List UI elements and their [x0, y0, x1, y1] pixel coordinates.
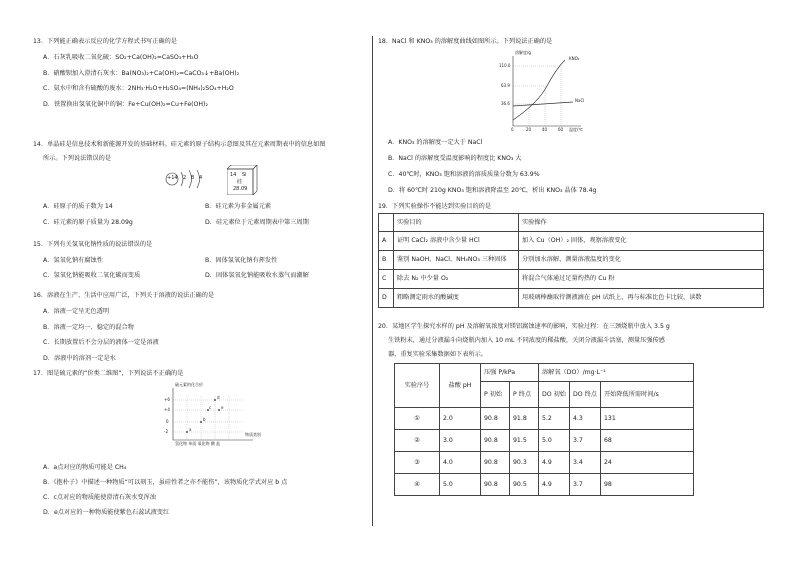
- series-label-nacl: NaCl: [575, 98, 585, 103]
- question-16: [33, 292, 214, 363]
- cell-seq: ②: [395, 430, 440, 452]
- row-purpose: 证明 CaCl₂ 溶液中含少量 HCl: [394, 232, 519, 251]
- option-c: C．氢氧化钠能吸收二氧化碳而变质: [43, 272, 141, 279]
- cell-time: 24: [601, 452, 694, 474]
- option-b: B．硝酸钡加入澄清石灰水：Ba(NO₃)₂+Ca(OH)₂=CaCO₃↓+Ba(OH)₂: [43, 69, 240, 77]
- row-purpose: 鉴别 NaOH、NaCl、NH₄NO₃ 三种固体: [394, 251, 519, 270]
- option-c: C．40℃时，KNO₃ 饱和溶液的溶质质量分数为 63.9%: [388, 171, 540, 178]
- series-label-kno3: KNO₃: [569, 56, 580, 61]
- element-symbol: Si: [242, 172, 247, 178]
- periodic-cell: [227, 165, 253, 191]
- subheader-do-end: DO 终点: [570, 382, 601, 408]
- option-d: D．铁置换出氢氧化铜中的铜：Fe+Cu(OH)₂=Cu+Fe(OH)₂: [43, 101, 208, 108]
- question-stem: 20．某地区学生探究水样的 pH 及溶解氧浓度对镁铝腐蚀速率的影响，实验过程：在三颈烧瓶中放入 3.5 g: [378, 323, 670, 330]
- row-operation: 分别加水溶解，测量溶液温度的变化: [519, 251, 764, 270]
- shell-1: 2: [183, 175, 187, 181]
- solubility-graph: [483, 48, 603, 132]
- ytick: 0: [166, 419, 169, 424]
- option-a: A．KNO₃ 的溶解度一定大于 NaCl: [388, 139, 483, 146]
- option-b: B．溶液一定均一、稳定的混合物: [43, 323, 134, 331]
- row-label: D: [379, 289, 394, 308]
- option-c: C．长期放置后不会分层的液体一定是溶液: [43, 339, 159, 347]
- ytick: 110.0: [499, 63, 511, 68]
- cell-ph: 5.0: [440, 474, 481, 496]
- option-a: A．a点对应的物质可能是 CH₄: [43, 464, 127, 471]
- solubility-xlabel: 温度/℃: [569, 127, 583, 132]
- question-20: [378, 323, 768, 488]
- point-label-d: d: [217, 395, 220, 400]
- subheader-p-end: P 终点: [510, 382, 539, 408]
- cell-do-end: 4.3: [570, 408, 601, 430]
- option-a: A．氢氧化钠有腐蚀性: [43, 257, 103, 264]
- ytick: +6: [164, 397, 170, 402]
- ytick: +4: [164, 407, 170, 412]
- option-a: A．硅原子的质子数为 14: [43, 203, 113, 210]
- cell-do-end: 3.7: [570, 430, 601, 452]
- question-stem: 13．下列能正确表示反应的化学方程式书写正确的是: [33, 38, 177, 45]
- cell-time: 68: [601, 430, 694, 452]
- option-c: C．c点对应的物质能使澄清石灰水变浑浊: [43, 494, 156, 501]
- option-d: D．硅元素位于元素周期表中第三周期: [205, 219, 309, 226]
- header-cell: 实验目的: [394, 214, 519, 232]
- question-13: [33, 38, 239, 109]
- ytick: 36.6: [501, 101, 510, 106]
- xticks: 氢化物 单质 氧化物 酸 盐: [175, 441, 221, 446]
- cell-p-start: 90.8: [481, 452, 510, 474]
- table-row: [395, 452, 694, 474]
- row-operation: 加入 Cu（OH）₂ 固体，观察溶液变化: [519, 232, 764, 251]
- table-row: [379, 232, 764, 251]
- xtick: 20: [526, 127, 532, 132]
- row-label: A: [379, 232, 394, 251]
- question-stem: 19．下列实验操作不能达到实验目的的是: [378, 203, 492, 210]
- question-14: [33, 141, 368, 226]
- option-b: B．固体氢氧化钠有挥发性: [205, 257, 278, 264]
- question-18: [378, 38, 768, 194]
- shell-2: 8: [191, 175, 195, 181]
- option-a: A．石灰乳吸收二氧化硫：SO₂+Ca(OH)₂=CaSO₃+H₂O: [43, 53, 199, 61]
- graph-ylabel: 硫元素的化合价: [175, 382, 203, 387]
- atomic-number: 14: [230, 172, 237, 178]
- subheader-time: 开始降低所需时间/s: [601, 382, 694, 408]
- cell-do-end: 3.7: [570, 474, 601, 496]
- silicon-atom-diagram: [165, 167, 217, 191]
- question-stem: 14．单晶硅是信息技术和新能源开发的基础材料。硅元素的原子结构示意图及其在元素周期表中的信息如图: [33, 141, 326, 148]
- cell-ph: 3.0: [440, 430, 481, 452]
- cell-p-start: 90.8: [481, 474, 510, 496]
- table-row: [379, 270, 764, 289]
- header-cell: 实验操作: [519, 214, 764, 232]
- cell-time: 98: [601, 474, 694, 496]
- table-header-row: [395, 364, 694, 382]
- question-stem: 18．NaCl 和 KNO₃ 的溶解度曲线如图所示。下列说法正确的是: [378, 38, 553, 45]
- table-header-row: [379, 214, 764, 232]
- option-b: B．NaCl 的溶解度受温度影响的程度比 KNO₃ 大: [388, 155, 522, 162]
- question-stem: 17．图是硫元素的“价类二维图”，下列说法不正确的是: [33, 370, 184, 377]
- graph-xlabel: 物质类别: [245, 432, 261, 437]
- solubility-ylabel: 溶解度/g: [515, 50, 531, 55]
- shell-3: 4: [199, 175, 203, 181]
- cell-do-start: 5.0: [539, 430, 570, 452]
- option-d: D．e点对应的一种物质能使紫色石蕊试液变红: [43, 509, 170, 516]
- cell-p-end: 90.5: [510, 474, 539, 496]
- cell-time: 131: [601, 408, 694, 430]
- option-c: C．硅元素的原子质量为 28.09g: [43, 219, 133, 226]
- cell-seq: ④: [395, 474, 440, 496]
- cell-do-start: 4.9: [539, 452, 570, 474]
- header-do: 溶解氧（DO）/mg·L⁻¹: [539, 364, 694, 382]
- question-15: [33, 241, 368, 279]
- experiment-table: [378, 213, 764, 308]
- atomic-mass: 28.09: [233, 186, 248, 192]
- graph-axes: [153, 382, 273, 448]
- subheader-p-start: P 初始: [481, 382, 510, 408]
- row-operation: 用玻璃棒蘸取待测液滴在 pH 试纸上，再与标准比色卡比较，读数: [519, 289, 764, 308]
- row-label: C: [379, 270, 394, 289]
- subheader-do-start: DO 初始: [539, 382, 570, 408]
- option-a: A．溶液一定呈无色透明: [43, 307, 110, 315]
- option-d: D．固体氢氧化钠能吸收水蒸气而潮解: [205, 272, 309, 279]
- column-divider: [372, 36, 373, 526]
- solubility-axes: [483, 48, 603, 132]
- point-label-b: b: [203, 417, 206, 422]
- element-name: 硅: [237, 179, 243, 185]
- header-cell: [379, 214, 394, 232]
- question-stem-cont: 生铁粉末，通过分液漏斗向烧瓶内加入 10 mL 不同浓度的稀盐酸，关闭分液漏斗活塞，测量压强传感: [388, 336, 665, 344]
- ytick: 63.9: [501, 83, 510, 88]
- xtick: 40: [542, 127, 548, 132]
- option-d: D．溶液中的溶剂一定是水: [43, 355, 116, 362]
- xtick: 60: [558, 127, 564, 132]
- data-table: [394, 363, 694, 496]
- cell-p-end: 91.5: [510, 430, 539, 452]
- header-pressure: 压强 P/kPa: [481, 364, 539, 382]
- question-19: [378, 203, 768, 302]
- cell-do-start: 5.2: [539, 408, 570, 430]
- cell-p-end: 91.8: [510, 408, 539, 430]
- xtick: 0: [511, 127, 514, 132]
- table-row: [395, 474, 694, 496]
- option-d: D．将 60℃时 210g KNO₃ 饱和溶液降温至 20℃，析出 KNO₃ 晶体 78.4g: [388, 187, 597, 194]
- ytick: -2: [164, 429, 168, 434]
- question-17: [33, 370, 368, 516]
- table-row: [379, 251, 764, 270]
- point-label-e: e: [221, 405, 224, 410]
- cell-ph: 4.0: [440, 452, 481, 474]
- question-stem: 16．溶液在生产、生活中应用广泛，下列关于溶液的说法正确的是: [33, 292, 215, 299]
- valence-class-graph: [153, 382, 273, 448]
- point-label-c: c: [209, 405, 212, 410]
- point-label-a: a: [189, 427, 192, 432]
- table-row: [395, 408, 694, 430]
- question-stem: 15．下列有关氢氧化钠性质的说法错误的是: [33, 241, 153, 248]
- option-b: B．《抱朴子》中描述一种物质“可以刻玉，虽硅性者之亦不能伤”，该物质化学式对应 b 点: [43, 479, 288, 486]
- table-row: [395, 430, 694, 452]
- option-b: B．硅元素为非金属元素: [205, 203, 272, 210]
- cell-seq: ③: [395, 452, 440, 474]
- question-stem-cont: 器，重复实验采集数据如下表所示。: [388, 350, 487, 358]
- header-seq: 实验序号: [395, 364, 440, 408]
- table-row: [379, 289, 764, 308]
- row-purpose: 粗略测定雨水的酸碱度: [394, 289, 519, 308]
- row-label: B: [379, 251, 394, 270]
- cell-seq: ①: [395, 408, 440, 430]
- nucleus-charge: +14: [167, 175, 178, 181]
- cell-do-start: 4.9: [539, 474, 570, 496]
- row-purpose: 除去 N₂ 中少量 O₂: [394, 270, 519, 289]
- option-c: C．氨水中和含有硫酸的废水：2NH₃·H₂O+H₂SO₄=(NH₄)₂SO₄+H₂O: [43, 85, 234, 93]
- cell-do-end: 3.4: [570, 452, 601, 474]
- header-ph: 盐酸 pH: [440, 364, 481, 408]
- cell-ph: 2.0: [440, 408, 481, 430]
- cell-p-start: 90.8: [481, 430, 510, 452]
- cell-p-start: 90.8: [481, 408, 510, 430]
- question-stem-cont: 所示。下列说法错误的是: [43, 154, 112, 162]
- row-operation: 将混合气体通过足量灼热的 Cu 粉: [519, 270, 764, 289]
- cell-p-end: 90.3: [510, 452, 539, 474]
